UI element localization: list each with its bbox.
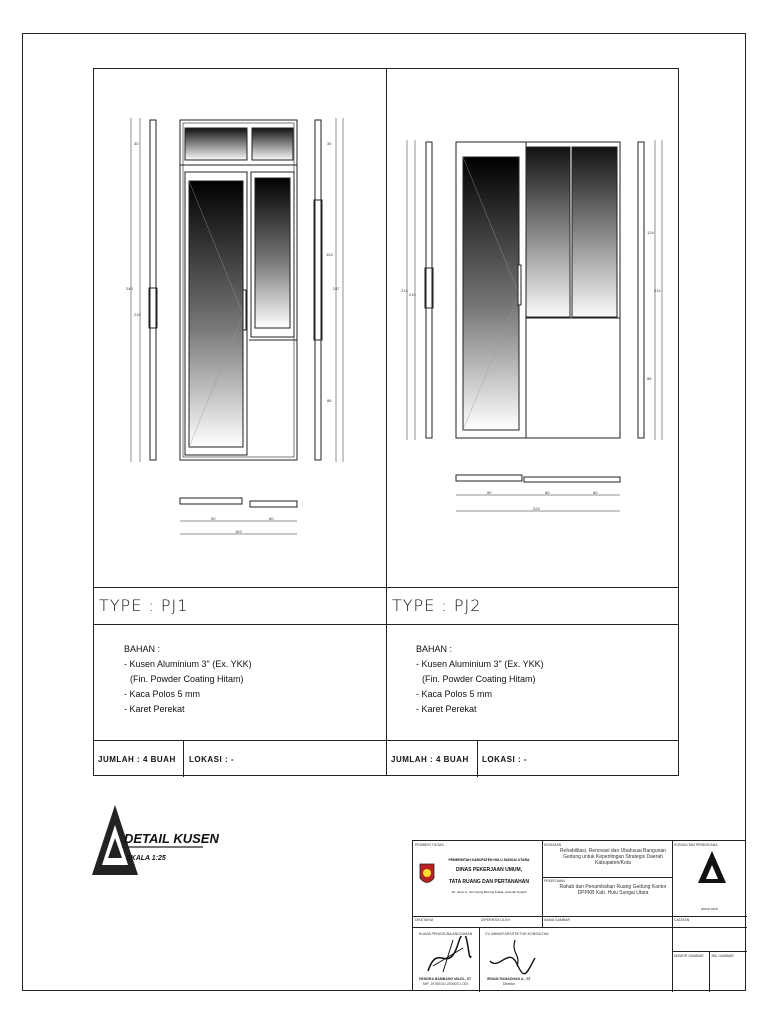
tb-divider <box>479 927 480 992</box>
dim-text: 214 <box>654 288 661 293</box>
consultant-label: KONSULTAN PERENCANA <box>674 843 718 847</box>
agency-line1: PEMERINTAH KABUPATEN HULU SUNGAI UTARA <box>448 858 530 862</box>
pj1-right-section <box>315 120 321 460</box>
bahan-item: (Fin. Powder Coating Hitam) <box>130 674 244 684</box>
dim-text: 30 <box>134 141 139 146</box>
dim-text: 60 <box>593 490 598 495</box>
dim-text: 210 <box>134 312 141 317</box>
pj1-transom-left <box>185 128 247 160</box>
detail-scale: SKALA 1:25 <box>126 855 166 862</box>
tb-divider <box>672 916 747 917</box>
agency-line3: TATA RUANG DAN PERTANAHAN <box>449 879 529 885</box>
count-label: JML GAMBAR <box>711 954 734 958</box>
bahan-item: - Kaca Polos 5 mm <box>124 689 201 699</box>
pj1-elevation <box>131 118 343 534</box>
pj1-left-section <box>150 120 156 460</box>
pj2-left-section <box>426 142 432 438</box>
bahan-title: BAHAN : <box>124 644 161 654</box>
agency-address: Jln. Jend. A. Yani Ujung Murung Pudak, Amuntai Tengah <box>451 890 527 894</box>
consultant-logo-caption: annur arch <box>701 907 718 911</box>
dim-text: 247 <box>333 286 340 291</box>
agency-line2: DINAS PEKERJAAN UMUM, <box>455 867 523 873</box>
dim-text: 224 <box>533 506 540 511</box>
pj2-handle <box>518 265 521 305</box>
sign2-name: IRHAM RAMADHAN A., ST <box>487 977 531 981</box>
pj1-plan-door <box>180 498 242 504</box>
dim-text: 240 <box>126 286 133 291</box>
title-block <box>412 840 746 991</box>
pj1-plan-side <box>250 501 297 507</box>
lokasi-pj1: LOKASI : - <box>189 755 234 764</box>
regency-emblem <box>419 863 435 887</box>
notes-label: CATATAN <box>674 918 690 922</box>
pj1-handle <box>243 290 246 330</box>
tb-divider <box>542 877 672 878</box>
activity-label: KEGIATAN <box>544 843 562 847</box>
sign2-title: CV. ANNUR ARSITEKTUR KONSULTAN <box>485 932 549 936</box>
approved-label: DIKETAHUI <box>415 918 434 922</box>
dim-text: 60 <box>545 490 550 495</box>
activity-text: Rehabilitasi, Renovasi dan Ubahsuai Bangunan Gedung untuk Kepentingan Strategis Daerah Kabupaten/Kota <box>560 848 666 866</box>
bahan-item: - Karet Perekat <box>416 704 477 714</box>
bahan-item: - Karet Perekat <box>124 704 185 714</box>
pj2-elevation <box>407 140 662 511</box>
pj1-door-glass <box>189 181 243 447</box>
consultant-logo-icon <box>695 849 729 887</box>
sign1-name: HENDRA BAMBANG MAZIL, ST <box>419 977 472 981</box>
bahan-item: - Kusen Aluminium 3" (Ex. YKK) <box>416 659 544 669</box>
pj2-plan-door <box>456 475 522 481</box>
dim-text: 86 <box>327 398 332 403</box>
drawing-label: NAMA GAMBAR <box>544 918 571 922</box>
dim-text: 210 <box>409 292 416 297</box>
type-label-pj1: TYPE : PJ1 <box>99 596 189 615</box>
signature-stamp-1 <box>423 936 473 976</box>
sign2-role: Direktur <box>503 982 516 986</box>
dim-text: 90 <box>211 516 216 521</box>
bahan-title: BAHAN : <box>416 644 453 654</box>
signature-stamp-2 <box>487 936 537 976</box>
bahan-item: (Fin. Powder Coating Hitam) <box>422 674 536 684</box>
pj2-door-glass <box>463 157 519 430</box>
pj2-side-glass-left <box>526 147 570 317</box>
tb-divider <box>542 841 543 927</box>
dim-text: 86 <box>647 376 652 381</box>
pj1-transom-right <box>252 128 293 160</box>
sign1-title: KUASA PENGGUNA ANGGARAN <box>419 932 473 936</box>
job-label: PEKERJAAN <box>544 879 565 883</box>
jumlah-pj1: JUMLAH : 4 BUAH <box>98 755 176 764</box>
bahan-item: - Kaca Polos 5 mm <box>416 689 493 699</box>
dim-text: 162 <box>235 529 242 534</box>
detail-title: DETAIL KUSEN <box>124 831 219 846</box>
tb-divider <box>709 951 710 992</box>
sign1-nip: NIP. 19750101 200003 1 003 <box>423 982 469 986</box>
pj1-side-glass <box>255 178 290 328</box>
jumlah-pj2: JUMLAH : 4 BUAH <box>391 755 469 764</box>
dim-text: 124 <box>326 252 333 257</box>
bahan-item: - Kusen Aluminium 3" (Ex. YKK) <box>124 659 252 669</box>
tb-divider <box>413 927 747 928</box>
pj2-plan-side <box>524 477 620 482</box>
sheet-label: NOMOR GAMBAR <box>674 954 704 958</box>
job-text: Rahab dan Penambahan Ruang Gedung Kantor DPPKB Kab. Hulu Sungai Utara <box>559 884 667 896</box>
lokasi-pj2: LOKASI : - <box>482 755 527 764</box>
checked-label: DIPERIKSA OLEH <box>481 918 510 922</box>
dim-text: 90 <box>487 490 492 495</box>
dim-text: 214 <box>401 288 408 293</box>
pj2-right-section <box>638 142 644 438</box>
owner-label: PEMBERI TUGAS <box>415 843 444 847</box>
dim-text: 30 <box>327 141 332 146</box>
tb-divider <box>413 916 672 917</box>
dim-text: 124 <box>647 230 654 235</box>
type-label-pj2: TYPE : PJ2 <box>392 596 482 615</box>
dim-text: 60 <box>269 516 274 521</box>
pj2-side-glass-right <box>572 147 617 317</box>
